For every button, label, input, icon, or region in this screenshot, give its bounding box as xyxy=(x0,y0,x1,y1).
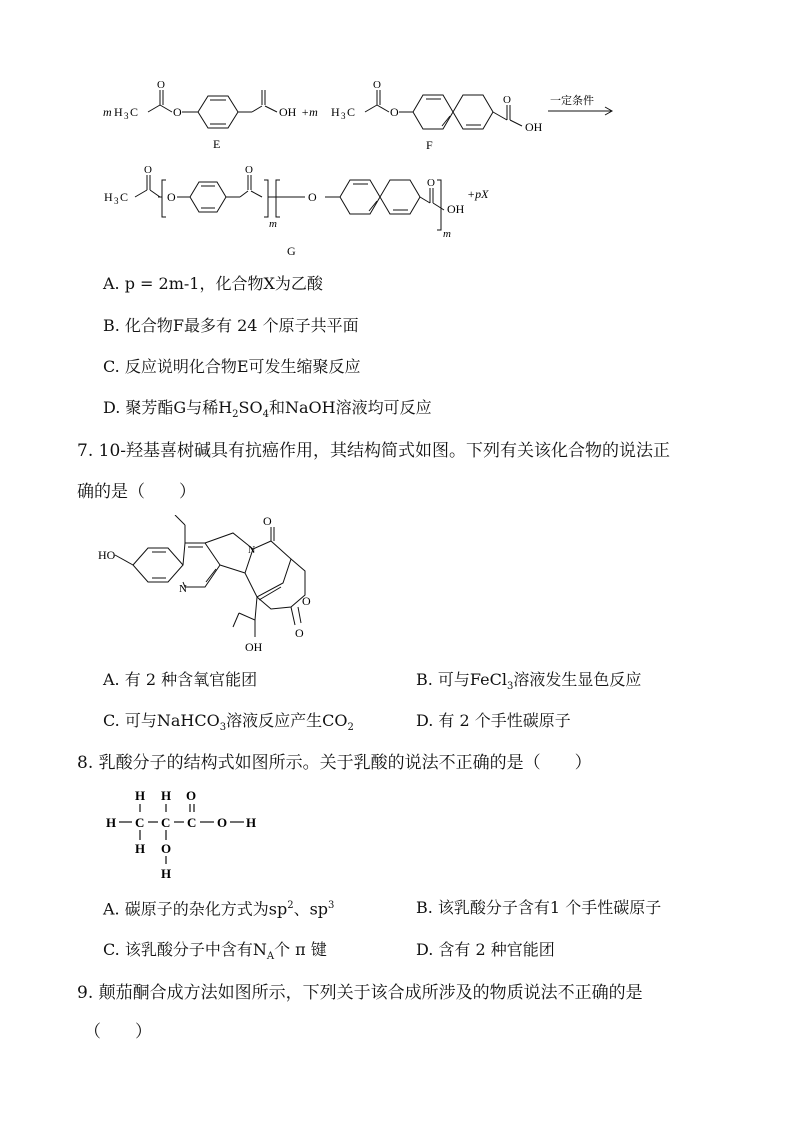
q8-a-sup1: 2 xyxy=(287,900,294,911)
q8-a-pre: A. 碳原子的杂化方式为sp xyxy=(103,899,288,919)
q6-d-post: 和NaOH溶液均可反应 xyxy=(269,398,432,417)
plus-m: +m xyxy=(301,105,318,119)
q7-n-pyridine: N xyxy=(179,583,187,595)
f-h3c-c: C xyxy=(347,105,356,119)
f-h3c-h: H xyxy=(331,105,340,119)
g-subscript-m2: m xyxy=(443,228,451,240)
q8-c3: C xyxy=(187,815,197,830)
plus-px: +pX xyxy=(467,187,489,201)
q6-d-pre: D. 聚芳酯G与稀H xyxy=(103,398,233,417)
q7-b-pre: B. 可与FeCl xyxy=(416,670,507,689)
reaction-scheme xyxy=(0,70,794,265)
q9-stem-line1: 9. 颠茄酮合成方法如图所示，下列关于该合成所涉及的物质说法不正确的是 xyxy=(77,983,643,1003)
e-coefficient: m xyxy=(103,105,112,119)
e-h3c-c: C xyxy=(130,105,139,119)
e-ester-o: O xyxy=(173,105,182,119)
q9-stem-line2: （ ） xyxy=(84,1022,152,1042)
g-oh: OH xyxy=(447,202,465,216)
q8-h-left: H xyxy=(106,815,117,830)
f-oh: OH xyxy=(525,120,543,134)
q6-d-sub2: 4 xyxy=(262,409,269,421)
q8-h-top1: H xyxy=(135,788,146,803)
q6-d-mid: SO xyxy=(238,398,263,417)
e-h3c-h: H xyxy=(114,105,123,119)
label-e: E xyxy=(213,137,221,151)
q8-h-bot1: H xyxy=(135,841,146,856)
q7-c-sub2: 2 xyxy=(347,722,354,734)
g-o5: O xyxy=(427,177,435,189)
q7-oh: OH xyxy=(245,640,263,654)
g-o2: O xyxy=(167,190,176,204)
q8-a-mid: 、sp xyxy=(293,899,329,919)
q8-a-sup2: 3 xyxy=(328,900,335,911)
q7-o-lactone: O xyxy=(295,626,304,640)
f-h3c-sub: 3 xyxy=(341,111,346,121)
q7-n-amide: N xyxy=(248,545,256,556)
q6-option-b: B. 化合物F最多有 24 个原子共平面 xyxy=(103,316,359,335)
q8-stem-line1: 8. 乳酸分子的结构式如图所示。关于乳酸的说法不正确的是（ ） xyxy=(77,753,592,773)
q7-option-c xyxy=(103,713,354,733)
g-h3c-sub: 3 xyxy=(114,196,119,206)
q7-c-sub: 3 xyxy=(219,722,227,734)
q6-d-sub1: 2 xyxy=(232,409,239,421)
g-h3c-c: C xyxy=(120,190,129,204)
q7-o-ketone: O xyxy=(263,515,272,528)
g-o1: O xyxy=(144,164,152,176)
label-f: F xyxy=(426,138,433,152)
q8-c-pre: C. 该乳酸分子中含有N xyxy=(103,940,267,959)
q8-option-b: B. 该乳酸分子含有1 个手性碳原子 xyxy=(416,898,662,917)
f-ester-o: O xyxy=(390,105,399,119)
q8-h-bot2: H xyxy=(161,866,172,881)
q7-o-ring: O xyxy=(302,594,311,608)
reaction-condition: 一定条件 xyxy=(550,95,594,107)
q8-c1: C xyxy=(135,815,145,830)
g-o3: O xyxy=(245,164,253,176)
q7-b-sub: 3 xyxy=(507,681,514,693)
q7-c-pre: C. 可与NaHCO xyxy=(103,711,220,730)
q8-h-top2: H xyxy=(161,788,172,803)
g-o4: O xyxy=(308,190,317,204)
q7-option-b xyxy=(416,672,641,692)
q6-option-a: A. p = 2m-1，化合物X为乙酸 xyxy=(103,274,323,293)
q7-stem-line1: 7. 10-羟基喜树碱具有抗癌作用，其结构简式如图。下列有关该化合物的说法正 xyxy=(77,441,670,461)
q8-option-c xyxy=(103,942,327,962)
e-carbonyl-o: O xyxy=(157,79,165,91)
q6-option-c: C. 反应说明化合物E可发生缩聚反应 xyxy=(103,357,361,376)
q7-c-mid: 溶液反应产生CO xyxy=(226,711,348,730)
q8-lactic-acid-structure xyxy=(100,782,270,882)
q8-o-top: O xyxy=(186,788,197,803)
q8-c2: C xyxy=(161,815,171,830)
q8-c-post: 个 π 键 xyxy=(274,940,327,959)
f-carbonyl-o: O xyxy=(373,79,381,91)
q8-option-a xyxy=(103,901,334,917)
q7-option-a: A. 有 2 种含氧官能团 xyxy=(103,670,258,689)
f-acid-o: O xyxy=(503,94,511,106)
q7-stem-line2: 确的是（ ） xyxy=(77,482,196,502)
q8-c-sub: A xyxy=(266,951,275,963)
g-h3c-h: H xyxy=(104,190,113,204)
q8-o-bot: O xyxy=(161,841,172,856)
q8-o-mid: O xyxy=(217,815,228,830)
e-oh: OH xyxy=(279,105,297,119)
q7-structure xyxy=(95,515,335,660)
g-subscript-m1: m xyxy=(269,218,277,230)
q7-option-d: D. 有 2 个手性碳原子 xyxy=(416,711,571,730)
q8-h-right: H xyxy=(246,815,257,830)
q7-ho: HO xyxy=(98,548,116,562)
e-h3c-sub: 3 xyxy=(124,111,129,121)
q6-option-d xyxy=(103,400,432,420)
q8-option-d: D. 含有 2 种官能团 xyxy=(416,940,555,959)
label-g: G xyxy=(287,244,296,258)
q7-b-post: 溶液发生显色反应 xyxy=(513,670,642,689)
